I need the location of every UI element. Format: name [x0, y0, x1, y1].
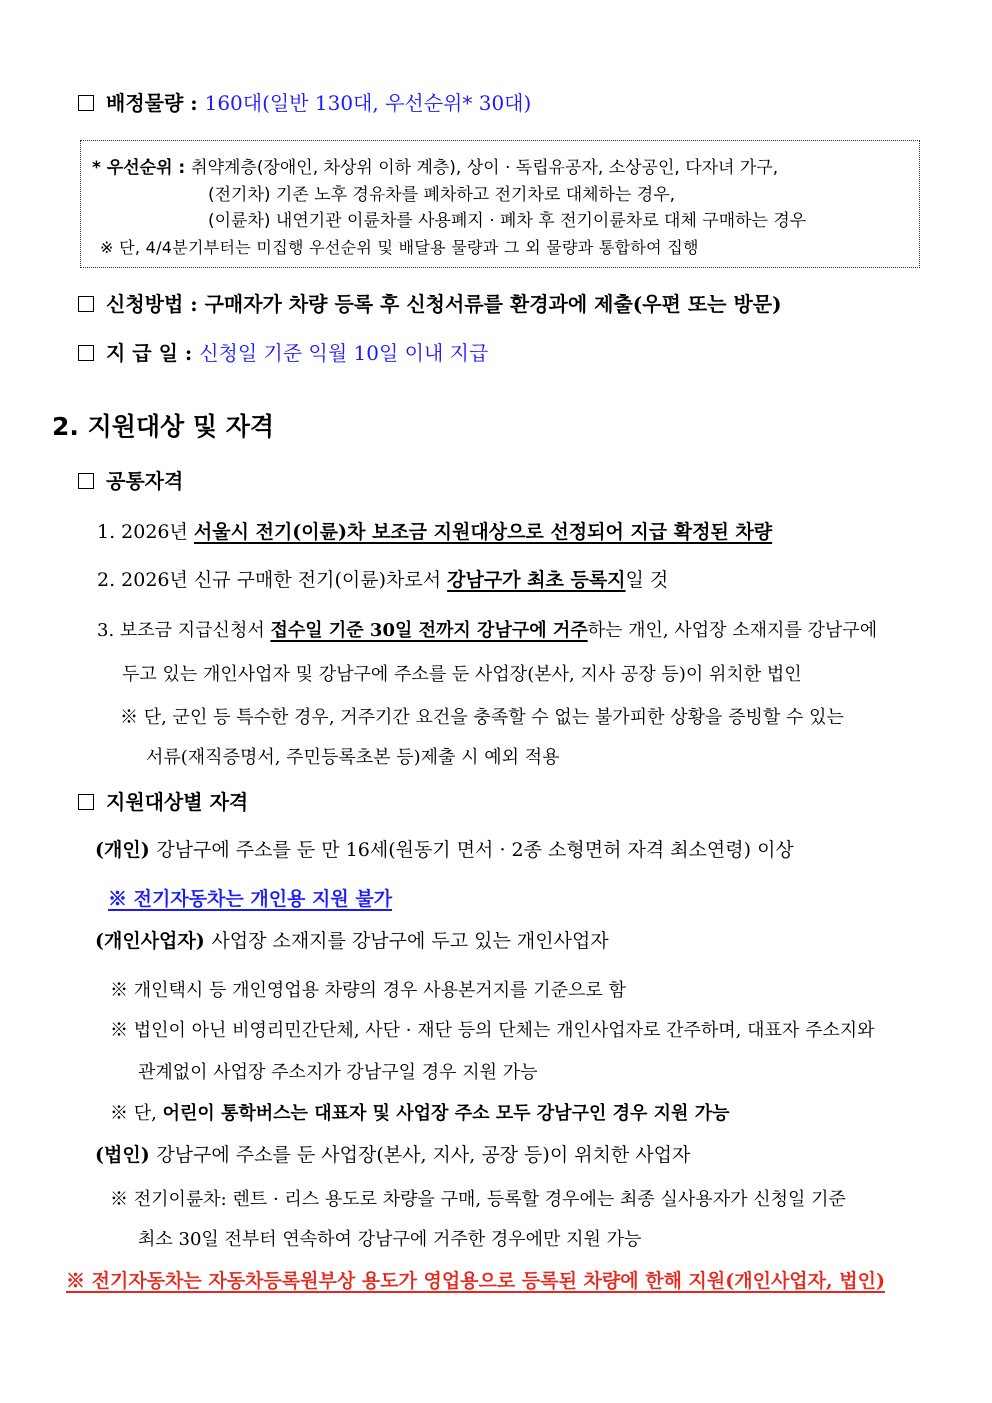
priority-label: 우선순위 : — [106, 158, 192, 178]
priority-line-2: (전기차) 기존 노후 경유차를 폐차하고 전기차로 대체하는 경우, — [208, 185, 676, 205]
alloc-row — [78, 91, 531, 115]
common-heading: 공통자격 — [106, 469, 184, 493]
biz-text: 사업장 소재지를 강남구에 두고 있는 개인사업자 — [211, 930, 609, 952]
common-item-2-pre: 2. 2026년 신규 구매한 전기(이륜)차로서 — [97, 569, 448, 591]
alloc-label: 배정물량 : — [106, 91, 205, 115]
common-item-2-emph: 강남구가 최초 등록지 — [447, 569, 626, 591]
common-item-2-post: 일 것 — [625, 569, 669, 591]
corp-text: 강남구에 주소를 둔 사업장(본사, 지사, 공장 등)이 위치한 사업자 — [156, 1144, 691, 1166]
common-item-1 — [97, 521, 772, 544]
checkbox-square-icon — [78, 794, 94, 810]
corp-row — [95, 1144, 690, 1167]
individual-row — [95, 839, 794, 862]
individual-label: (개인) — [95, 839, 157, 861]
common-item-3b: 두고 있는 개인사업자 및 강남구에 주소를 둔 사업장(본사, 지사 공장 등)이 위치한 법인 — [122, 664, 802, 685]
common-heading-row — [78, 469, 183, 493]
common-item-1-pre: 1. 2026년 — [97, 521, 194, 543]
biz-note-3-pre: ※ 단, — [110, 1103, 163, 1124]
section-2-title: 2. 지원대상 및 자격 — [52, 412, 275, 441]
by-target-heading-row — [78, 790, 248, 814]
common-item-1-emph: 서울시 전기(이륜)차 보조금 지원대상으로 선정되어 지급 확정된 차량 — [193, 521, 773, 543]
corp-note-b: 최소 30일 전부터 연속하여 강남구에 거주한 경우에만 지원 가능 — [138, 1229, 642, 1250]
biz-row — [95, 930, 609, 953]
final-note: ※ 전기자동차는 자동차등록원부상 용도가 영업용으로 등록된 차량에 한해 지원(개인사업자, 법인) — [66, 1270, 885, 1292]
checkbox-square-icon — [78, 345, 94, 361]
priority-note: ※ 단, 4/4분기부터는 미집행 우선순위 및 배달용 물량과 그 외 물량과 통합하여 집행 — [100, 238, 699, 257]
biz-note-3 — [110, 1103, 729, 1125]
checkbox-square-icon — [78, 95, 94, 111]
biz-note-1: ※ 개인택시 등 개인영업용 차량의 경우 사용본거지를 기준으로 함 — [110, 980, 626, 1001]
individual-note: ※ 전기자동차는 개인용 지원 불가 — [108, 888, 393, 910]
by-target-heading: 지원대상별 자격 — [106, 790, 249, 814]
checkbox-square-icon — [78, 473, 94, 489]
pay-label: 지 급 일 : — [106, 341, 200, 365]
biz-note-2b: 관계없이 사업장 주소지가 강남구일 경우 지원 가능 — [138, 1062, 538, 1083]
priority-star: * — [92, 158, 107, 178]
common-item-2 — [97, 569, 668, 592]
apply-value: 구매자가 차량 등록 후 신청서류를 환경과에 제출(우편 또는 방문) — [204, 292, 782, 316]
common-note-1b: 서류(재직증명서, 주민등록초본 등)제출 시 예외 적용 — [146, 747, 560, 768]
alloc-value: 160대(일반 130대, 우선순위* 30대) — [204, 91, 532, 115]
checkbox-square-icon — [78, 296, 94, 312]
corp-label: (법인) — [95, 1144, 157, 1166]
individual-text: 강남구에 주소를 둔 만 16세(원동기 면서 · 2종 소형면허 자격 최소연령) 이상 — [156, 839, 794, 861]
priority-text-1: 취약계층(장애인, 차상위 이하 계층), 상이 · 독립유공자, 소상공인, 다자녀 가구, — [191, 158, 779, 178]
common-item-3-emph: 접수일 기준 30일 전까지 강남구에 거주 — [270, 620, 588, 641]
corp-note: ※ 전기이륜차: 렌트 · 리스 용도로 차량을 구매, 등록할 경우에는 최종 실사용자가 신청일 기준 — [110, 1189, 846, 1210]
common-note-1: ※ 단, 군인 등 특수한 경우, 거주기간 요건을 충족할 수 없는 불가피한 상황을 증빙할 수 있는 — [120, 707, 844, 728]
biz-note-3-emph: 어린이 통학버스는 대표자 및 사업장 주소 모두 강남구인 경우 지원 가능 — [162, 1103, 730, 1124]
biz-note-2: ※ 법인이 아닌 비영리민간단체, 사단 · 재단 등의 단체는 개인사업자로 간주하며, 대표자 주소지와 — [110, 1020, 875, 1041]
priority-line-3: (이륜차) 내연기관 이륜차를 사용폐지 · 폐차 후 전기이륜차로 대체 구매하는 경우 — [208, 211, 807, 231]
priority-line-1 — [92, 158, 778, 178]
pay-value: 신청일 기준 익월 10일 이내 지급 — [199, 341, 489, 365]
biz-label: (개인사업자) — [95, 930, 212, 952]
common-item-3-post: 하는 개인, 사업장 소재지를 강남구에 — [587, 620, 878, 641]
apply-label: 신청방법 : — [106, 292, 205, 316]
apply-row — [78, 292, 782, 316]
common-item-3 — [97, 620, 877, 642]
pay-row — [78, 341, 488, 365]
common-item-3-pre: 3. 보조금 지급신청서 — [97, 620, 271, 641]
